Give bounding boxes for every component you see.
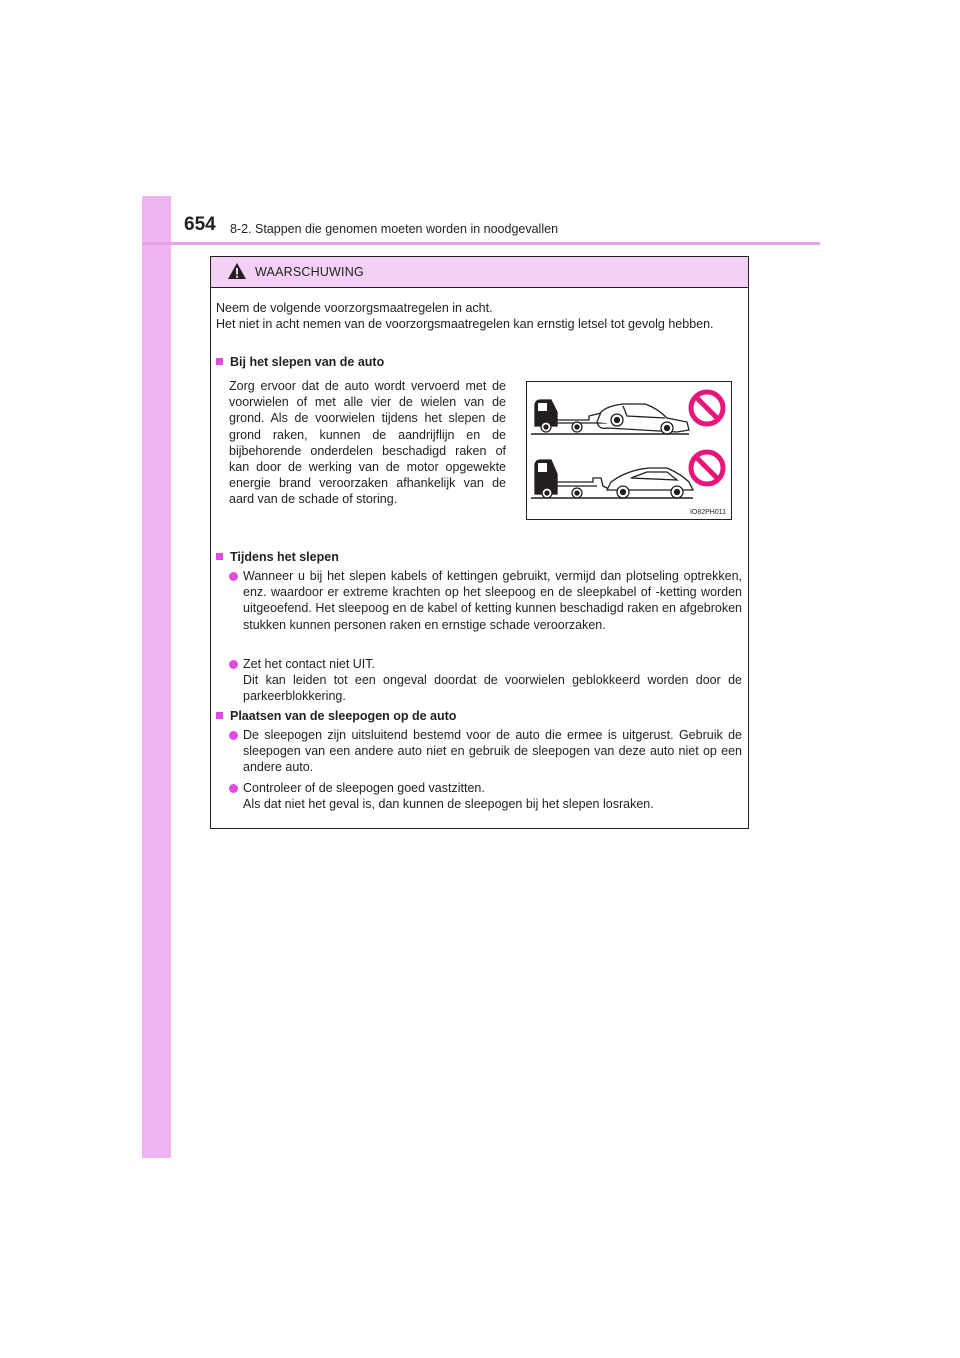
towing-eyelets-bullet-2-line-1: Controleer of de sleepogen goed vastzitten. [243,781,485,795]
warning-title: WAARSCHUWING [255,265,364,279]
section-square-icon [216,553,223,560]
section-title: 8-2. Stappen die genomen moeten worden in noodgevallen [230,222,559,236]
towing-eyelets-bullet-2-line-2: Als dat niet het geval is, dan kunnen de sleepogen bij het slepen losraken. [243,797,654,811]
section-square-icon [216,712,223,719]
section-heading-during-towing: Tijdens het slepen [230,550,339,564]
bullet-dot-icon [229,572,238,581]
towing-illustration [526,381,732,520]
warning-header [211,257,748,288]
towing-eyelets-bullet-1: De sleepogen zijn uitsluitend bestemd voor de auto die ermee is uitgerust. Gebruik de sleepogen van een andere auto niet en gebruik de sleepogen van deze auto niet op een andere auto. [243,728,742,775]
page-number: 654 [184,214,216,235]
bullet-dot-icon [229,660,238,669]
during-towing-bullet-2-line-2: Dit kan leiden tot een ongeval doordat de voorwielen geblokkeerd worden door de parkeerblokkering. [243,673,742,704]
section-square-icon [216,358,223,365]
warning-triangle-icon [227,262,247,280]
section-heading-towing-eyelets: Plaatsen van de sleepogen op de auto [230,709,457,723]
header-rule [142,242,820,245]
prohibition-icon [691,452,723,484]
section-heading-towing: Bij het slepen van de auto [230,355,385,369]
prohibition-icon [691,392,723,424]
warning-intro-1: Neem de volgende voorzorgsmaatregelen in acht. [216,301,493,315]
during-towing-bullet-1: Wanneer u bij het slepen kabels of kettingen gebruikt, vermijd dan plotseling optrekken, enz. waardoor er extreme krachten op het sleepoog en de sleepkabel of -ketting worden uitgeoefend. Het sleepoog en de kabel of ketting kunnen beschadigd raken en afgebroken stukken kunnen personen raken en ernstige schade veroorzaken. [243,569,742,632]
bullet-dot-icon [229,731,238,740]
warning-intro-2: Het niet in acht nemen van de voorzorgsmaatregelen kan ernstig letsel tot gevolg hebben. [216,317,714,331]
towing-paragraph: Zorg ervoor dat de auto wordt vervoerd met de voorwielen of met alle vier de wielen van de grond. Als de voorwielen tijdens het slepen de grond raken, kunnen de aandrijflijn en de bijbehorende onderdelen beschadigd raken of kan door de werking van de motor opgewekte energie brand veroorzaken afhankelijk van de aard van de schade of storing. [229,379,506,507]
bullet-dot-icon [229,784,238,793]
figure-code: IO82PH011 [689,509,726,516]
tow-truck-illustration [527,382,731,519]
during-towing-bullet-2-line-1: Zet het contact niet UIT. [243,657,376,671]
chapter-side-tab [142,196,171,1158]
